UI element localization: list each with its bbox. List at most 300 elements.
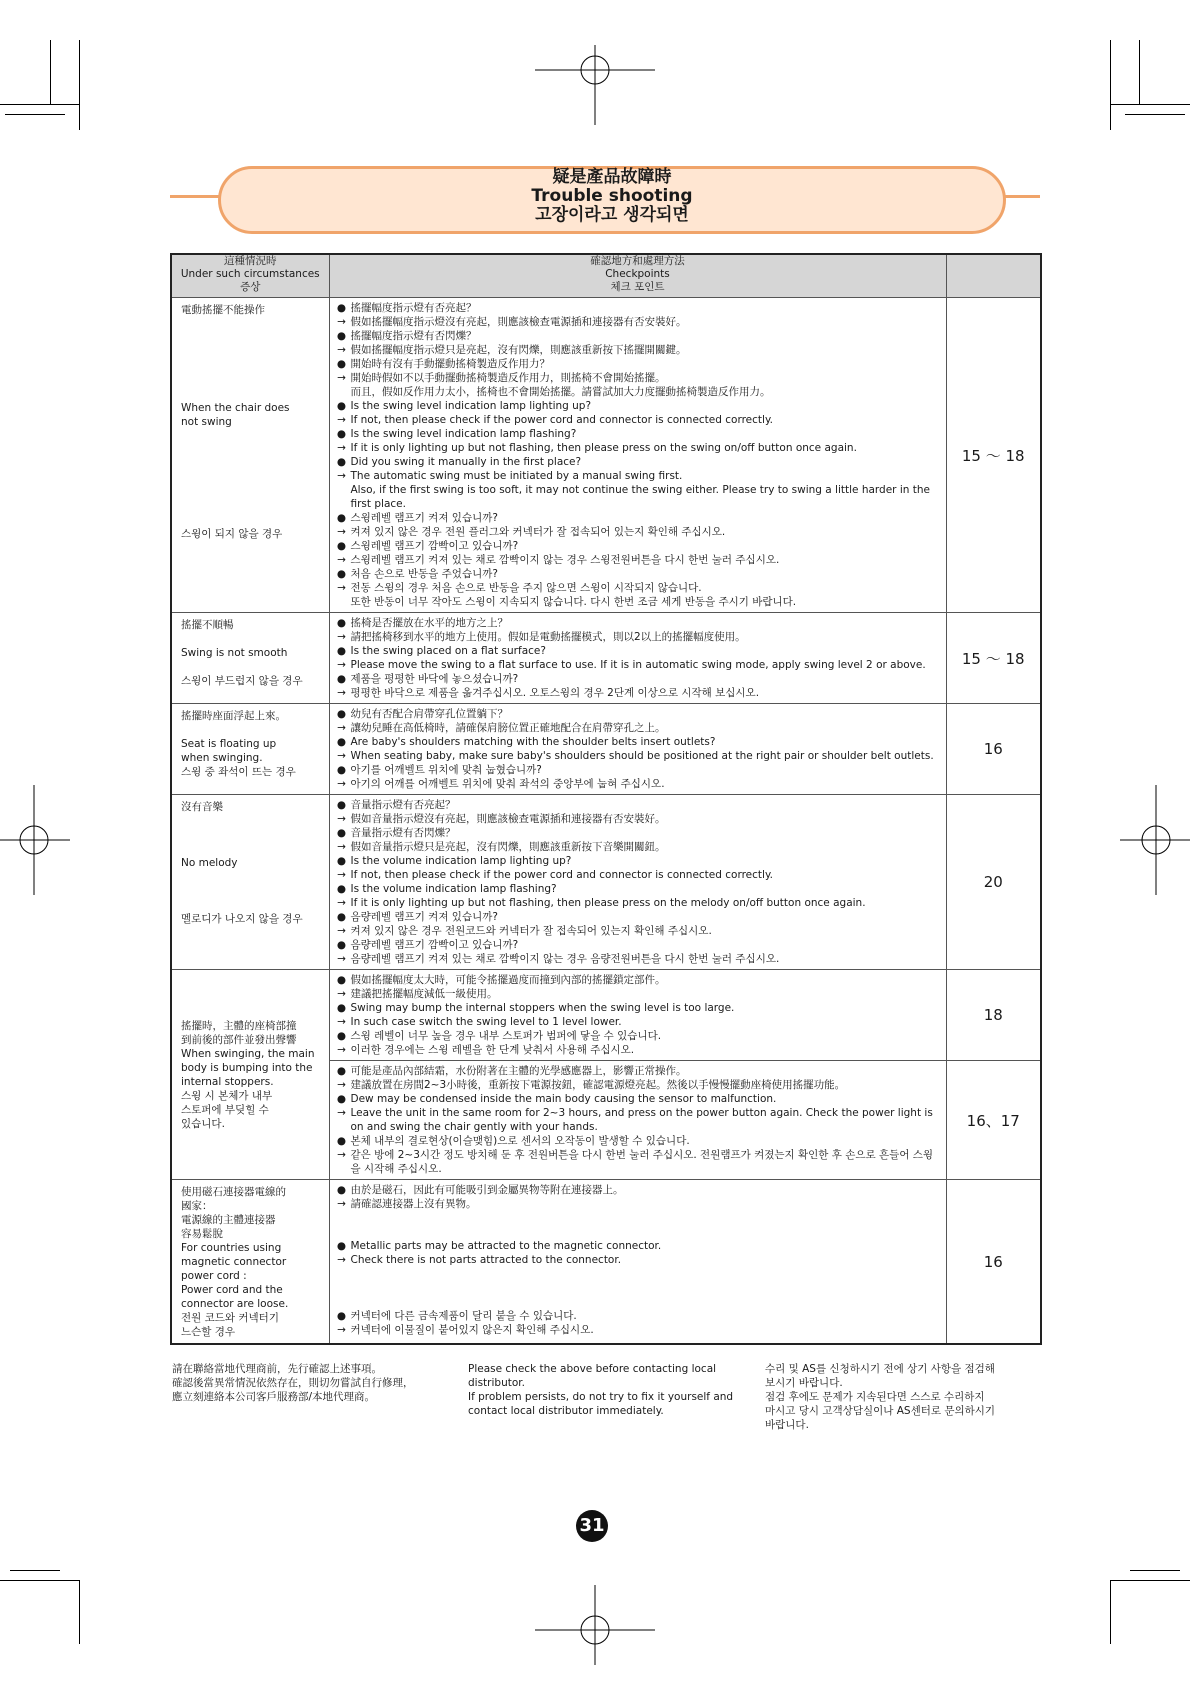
header-checkpoints-zh: 確認地方和處理方法 — [590, 255, 685, 267]
check-text: Is the swing level indication lamp flashing? — [350, 428, 577, 440]
arrow-right-icon: → — [337, 1254, 346, 1266]
check-text: 建議放置在房間2~3小時後，重新按下電源按鈕，確認電源燈亮起。然後以手慢慢擺動座椅使用搖擺功能。 — [350, 1079, 846, 1091]
check-text: 請把搖椅移到水平的地方上使用。假如是電動搖擺模式，則以2以上的搖擺幅度使用。 — [350, 631, 746, 643]
situation-line: 電源線的主體連接器 — [181, 1214, 276, 1226]
check-line — [335, 924, 942, 938]
page-reference: 16 — [946, 1180, 1041, 1345]
check-line — [335, 763, 942, 777]
arrow-right-icon: → — [337, 442, 346, 454]
check-line — [335, 385, 942, 399]
bullet-icon: ● — [336, 302, 347, 314]
check-text: Please move the swing to a flat surface to use. If it is in automatic swing mode, apply swing level 2 or above. — [350, 659, 926, 671]
situation-cell — [171, 298, 329, 613]
situation-line — [181, 387, 325, 401]
check-text: 같은 방에 2~3시간 정도 방치해 둔 후 전원버튼을 다시 한번 눌러 주십시오. 전원램프가 켜졌는지 확인한 후 손으로 흔들어 스윙을 시작해 주십시오. — [350, 1149, 934, 1175]
footer-note-zh: 請在聯絡當地代理商前，先行確認上述事項。 確認後當異常情況依然存在，則切勿嘗試自行修理， 應立刻連絡本公司客戶服務部/本地代理商。 — [172, 1363, 414, 1403]
bullet-icon: ● — [336, 855, 347, 867]
check-line — [335, 1092, 942, 1106]
situation-line: 멜로디가 나오지 않을 경우 — [181, 913, 303, 925]
checkpoints-cell — [329, 970, 946, 1061]
check-text: 搖椅是否擺放在水平的地方之上？ — [350, 617, 508, 629]
check-line — [335, 686, 942, 700]
header-situation-en: Under such circumstances — [180, 268, 320, 280]
check-line — [335, 1015, 942, 1029]
situation-line: 있습니다. — [181, 1118, 225, 1130]
bullet-icon: ● — [336, 827, 347, 839]
arrow-right-icon: → — [337, 1016, 346, 1028]
check-line — [335, 707, 942, 721]
situation-line: Swing is not smooth — [181, 647, 288, 659]
check-text: 스윙레벨 램프기 깜빡이고 있습니까? — [350, 540, 519, 552]
checkpoints-cell — [329, 1180, 946, 1345]
check-line — [335, 1148, 942, 1176]
check-line — [335, 987, 942, 1001]
check-text: 假如音量指示燈沒有亮起，則應該檢查電源插和連接器有否安裝好。 — [350, 813, 666, 825]
check-line — [335, 749, 942, 763]
check-text: Swing may bump the internal stoppers when the swing level is too large. — [350, 1002, 735, 1014]
bullet-icon: ● — [336, 1240, 347, 1252]
situation-line — [181, 429, 325, 443]
situation-line: 스윙 중 좌석이 뜨는 경우 — [181, 766, 296, 778]
check-text: 搖擺幅度指示燈有否亮起？ — [350, 302, 477, 314]
check-text: Are baby's shoulders matching with the shoulder belts insert outlets? — [350, 736, 716, 748]
arrow-right-icon: → — [337, 1079, 346, 1091]
check-line — [335, 329, 942, 343]
header-checkpoints — [329, 254, 946, 298]
situation-line — [181, 443, 325, 457]
check-line — [335, 1078, 942, 1092]
check-line — [335, 812, 942, 826]
check-line — [335, 399, 942, 413]
situation-line: power cord : — [181, 1270, 247, 1282]
situation-line — [181, 359, 325, 373]
situation-line: when swinging. — [181, 752, 263, 764]
check-text: Is the swing level indication lamp lighting up? — [350, 400, 592, 412]
situation-line: 搖擺時座面浮起上來。 — [181, 710, 286, 722]
bullet-icon: ● — [336, 428, 347, 440]
check-line — [335, 1323, 942, 1337]
page-reference: 18 — [946, 970, 1041, 1061]
title-zh: 疑是產品故障時 — [552, 167, 672, 187]
bullet-icon: ● — [336, 1002, 347, 1014]
situation-cell — [171, 613, 329, 704]
arrow-right-icon: → — [337, 897, 346, 909]
check-text: 음량레벨 램프기 켜져 있는 채로 깜빡이지 않는 경우 음량전원버튼을 다시 한번 눌러 주십시오. — [350, 953, 780, 965]
arrow-right-icon: → — [337, 925, 346, 937]
bullet-icon: ● — [336, 883, 347, 895]
situation-line: 스토퍼에 부딪힐 수 — [181, 1104, 269, 1116]
check-line — [335, 371, 942, 385]
arrow-right-icon: → — [337, 470, 346, 482]
situation-line: connector are loose. — [181, 1298, 289, 1310]
bullet-icon: ● — [336, 1030, 347, 1042]
situation-cell — [171, 704, 329, 795]
bullet-icon: ● — [336, 540, 347, 552]
check-text: 커넥터에 다른 금속제품이 달리 붙을 수 있습니다. — [350, 1310, 577, 1322]
crop-mark — [79, 1580, 80, 1644]
check-text: 아기의 어깨를 어깨벨트 위치에 맞춰 좌석의 중앙부에 눕혀 주십시오. — [350, 778, 665, 790]
check-line — [335, 854, 942, 868]
arrow-right-icon: → — [337, 1198, 346, 1210]
check-line — [335, 721, 942, 735]
table-row — [171, 613, 1041, 704]
check-line — [335, 1001, 942, 1015]
arrow-right-icon: → — [337, 841, 346, 853]
check-line — [335, 511, 942, 525]
check-text: 커넥터에 이물질이 붙어있지 않은지 확인해 주십시오. — [350, 1324, 594, 1336]
situation-line: When swinging, the main — [181, 1048, 315, 1060]
title-en: Trouble shooting — [531, 186, 693, 206]
check-text: In such case switch the swing level to 1 level lower. — [350, 1016, 622, 1028]
check-text: Is the volume indication lamp lighting up? — [350, 855, 572, 867]
situation-line — [181, 373, 325, 387]
bullet-icon: ● — [336, 568, 347, 580]
bullet-icon: ● — [336, 974, 347, 986]
check-text: 請確認連接器上沒有異物。 — [350, 1198, 477, 1210]
check-text: 而且，假如反作用力太小，搖椅也不會開始搖擺。請嘗試加大力度擺動搖椅製造反作用力。 — [350, 386, 771, 398]
check-text: 由於是磁石，因此有可能吸引到金屬異物等附在連接器上。 — [350, 1184, 624, 1196]
bullet-icon: ● — [336, 1310, 347, 1322]
check-line — [335, 483, 942, 511]
arrow-right-icon: → — [337, 1044, 346, 1056]
check-text: Dew may be condensed inside the main body causing the sensor to malfunction. — [350, 1093, 777, 1105]
bullet-icon: ● — [336, 764, 347, 776]
situation-line: internal stoppers. — [181, 1076, 274, 1088]
situation-line — [181, 814, 325, 828]
bullet-icon: ● — [336, 358, 347, 370]
bullet-icon: ● — [336, 617, 347, 629]
situation-line — [181, 331, 325, 345]
situation-line — [181, 870, 325, 884]
situation-line — [181, 828, 325, 842]
check-text: 假如搖擺幅度指示燈只是亮起，沒有閃爍，則應該重新按下搖擺開關鍵。 — [350, 344, 687, 356]
check-line — [335, 581, 942, 595]
bullet-icon: ● — [336, 1184, 347, 1196]
situation-line — [181, 513, 325, 527]
check-text: 스윙레벨 램프기 켜져 있는 채로 깜빡이지 않는 경우 스윙전원버튼을 다시 한번 눌러 주십시오. — [350, 554, 780, 566]
footer-note-en: Please check the above before contacting local distributor. If problem persists, do not try to fix it yourself and contact local distributor immediately. — [468, 1363, 734, 1417]
situation-line: 스윙이 부드럽지 않을 경우 — [181, 675, 303, 687]
check-line — [335, 1043, 942, 1057]
check-line — [335, 826, 942, 840]
check-line — [335, 630, 942, 644]
check-text: Check there is not parts attracted to the connector. — [350, 1254, 622, 1266]
check-text: 이러한 경우에는 스윙 레벨을 한 단계 낮춰서 사용해 주십시오. — [350, 1044, 635, 1056]
arrow-right-icon: → — [337, 372, 346, 384]
registration-mark-bottom — [535, 1580, 655, 1670]
check-text: If it is only lighting up but not flashing, then please press on the melody on/off button once again. — [350, 897, 866, 909]
check-line — [335, 1197, 942, 1211]
situation-line: 電動搖擺不能操作 — [181, 304, 265, 316]
check-text: 처음 손으로 반동을 주었습니까? — [350, 568, 498, 580]
table-header — [171, 254, 1041, 298]
situation-line: No melody — [181, 857, 238, 869]
check-line — [335, 1106, 942, 1134]
check-text: 假如音量指示燈只是亮起，沒有閃爍，則應該重新按下音樂開關鈕。 — [350, 841, 666, 853]
check-text: 搖擺幅度指示燈有否閃爍？ — [350, 330, 477, 342]
arrow-right-icon: → — [337, 750, 346, 762]
arrow-right-icon: → — [337, 1149, 346, 1161]
troubleshooting-table — [170, 253, 1042, 1345]
check-line — [335, 567, 942, 581]
situation-line: 沒有音樂 — [181, 801, 223, 813]
crop-mark — [0, 1580, 80, 1581]
check-line — [335, 840, 942, 854]
check-text: When seating baby, make sure baby's shoulders should be positioned at the right pair or shoulder belt outlets. — [350, 750, 934, 762]
check-line — [335, 896, 942, 910]
check-line — [335, 1029, 942, 1043]
check-text: Did you swing it manually in the first place? — [350, 456, 582, 468]
situation-cell — [171, 795, 329, 970]
arrow-right-icon: → — [337, 722, 346, 734]
arrow-right-icon: → — [337, 554, 346, 566]
check-text: 제품을 평평한 바닥에 놓으셨습니까? — [350, 673, 519, 685]
situation-line: 使用磁石連接器電線的 — [181, 1186, 286, 1198]
bullet-icon: ● — [336, 1135, 347, 1147]
check-text: 假如搖擺幅度指示燈沒有亮起，則應該檢查電源插和連接器有否安裝好。 — [350, 316, 687, 328]
check-line — [335, 938, 942, 952]
crop-mark — [0, 104, 80, 105]
check-text: 평평한 바닥으로 제품을 옮겨주십시오. 오토스윙의 경우 2단계 이상으로 시작해 보십시오. — [350, 687, 760, 699]
crop-mark — [10, 1570, 60, 1571]
check-line — [335, 616, 942, 630]
check-line — [335, 1211, 942, 1225]
check-text: The automatic swing must be initiated by a manual swing first. — [350, 470, 683, 482]
check-line — [335, 1064, 942, 1078]
crop-mark — [1139, 40, 1140, 104]
check-line — [335, 777, 942, 791]
check-text: 음량레벨 램프기 켜져 있습니까? — [350, 911, 498, 923]
crop-mark — [50, 40, 51, 104]
check-text: Also, if the first swing is too soft, it may not continue the swing either. Please try to swing a little harder in the first place. — [350, 484, 930, 510]
check-line — [335, 525, 942, 539]
check-line — [335, 315, 942, 329]
situation-line: Seat is floating up — [181, 738, 277, 750]
bullet-icon: ● — [336, 799, 347, 811]
arrow-right-icon: → — [337, 988, 346, 1000]
situation-line — [181, 471, 325, 485]
registration-mark-right — [1120, 785, 1190, 895]
arrow-right-icon: → — [337, 1324, 346, 1336]
check-text: Is the volume indication lamp flashing? — [350, 883, 557, 895]
header-situation-zh: 這種情況時 — [224, 255, 277, 267]
check-text: 또한 반동이 너무 작아도 스윙이 지속되지 않습니다. 다시 한번 조금 세게 반동을 주시기 바랍니다. — [350, 596, 797, 608]
check-line — [335, 1295, 942, 1309]
situation-cell — [171, 970, 329, 1180]
page-reference: 15 ～ 18 — [946, 613, 1041, 704]
situation-line — [181, 898, 325, 912]
situation-line: 到前後的部件並發出聲響 — [181, 1034, 297, 1046]
table-row — [171, 298, 1041, 613]
check-line — [335, 910, 942, 924]
situation-line: magnetic connector — [181, 1256, 287, 1268]
check-text: Metallic parts may be attracted to the magnetic connector. — [350, 1240, 662, 1252]
check-text: 아기를 어깨벨트 위치에 맞춰 눕혔습니까? — [350, 764, 542, 776]
arrow-right-icon: → — [337, 316, 346, 328]
bullet-icon: ● — [336, 911, 347, 923]
check-line — [335, 301, 942, 315]
header-situation-ko: 증상 — [240, 281, 261, 293]
check-line — [335, 1281, 942, 1295]
situation-line: 搖擺時，主體的座椅部撞 — [181, 1020, 297, 1032]
check-text: 음량레벨 램프기 깜빡이고 있습니까? — [350, 939, 519, 951]
check-line — [335, 441, 942, 455]
bullet-icon: ● — [336, 708, 347, 720]
check-text: 스윙 레벨이 너무 높을 경우 내부 스토퍼가 범퍼에 닿을 수 있습니다. — [350, 1030, 662, 1042]
table-row — [171, 795, 1041, 970]
check-line — [335, 1267, 942, 1281]
arrow-right-icon: → — [337, 953, 346, 965]
page-reference: 16 — [946, 704, 1041, 795]
check-line — [335, 973, 942, 987]
bullet-icon: ● — [336, 939, 347, 951]
check-text: 켜져 있지 않은 경우 전원코드와 커넥터가 잘 접속되어 있는지 확인해 주십시오. — [350, 925, 712, 937]
crop-mark — [1110, 40, 1111, 130]
page-reference: 16、17 — [946, 1061, 1041, 1180]
header-checkpoints-en: Checkpoints — [605, 268, 670, 280]
situation-line: 容易鬆脫 — [181, 1228, 223, 1240]
situation-line: When the chair does — [181, 402, 290, 414]
table-row — [171, 704, 1041, 795]
situation-line — [181, 317, 325, 331]
page-reference: 15 ～ 18 — [946, 298, 1041, 613]
check-line — [335, 427, 942, 441]
check-line — [335, 413, 942, 427]
check-line — [335, 343, 942, 357]
crop-mark — [1130, 1570, 1180, 1571]
arrow-right-icon: → — [337, 778, 346, 790]
check-text: 본체 내부의 결로현상(이슬맺힘)으로 센서의 오작동이 발생할 수 있습니다. — [350, 1135, 690, 1147]
arrow-right-icon: → — [337, 582, 346, 594]
check-text: 幼兒有否配合肩帶穿孔位置躺下？ — [350, 708, 508, 720]
checkpoints-cell — [329, 1061, 946, 1180]
check-line — [335, 1239, 942, 1253]
check-line — [335, 952, 942, 966]
checkpoints-cell — [329, 298, 946, 613]
check-line — [335, 798, 942, 812]
situation-line — [181, 723, 325, 737]
page-title — [218, 168, 1006, 225]
check-line — [335, 868, 942, 882]
situation-line — [181, 345, 325, 359]
check-text: 켜져 있지 않은 경우 전원 플러그와 커넥터가 잘 접속되어 있는지 확인해 주십시오. — [350, 526, 726, 538]
arrow-right-icon: → — [337, 687, 346, 699]
bullet-icon: ● — [336, 1065, 347, 1077]
arrow-right-icon: → — [337, 813, 346, 825]
bullet-icon: ● — [336, 456, 347, 468]
check-line — [335, 1183, 942, 1197]
check-text: 可能是產品內部結霜，水份附著在主體的光學感應器上，影響正常操作。 — [350, 1065, 687, 1077]
table-row — [171, 970, 1041, 1061]
header-checkpoints-ko: 체크 포인트 — [610, 281, 665, 293]
check-line — [335, 357, 942, 371]
header-page — [946, 254, 1041, 298]
arrow-right-icon: → — [337, 344, 346, 356]
check-text: 音量指示燈有否閃爍？ — [350, 827, 456, 839]
check-text: 스윙레벨 램프기 켜져 있습니까? — [350, 512, 498, 524]
situation-line — [181, 842, 325, 856]
check-line — [335, 553, 942, 567]
check-line — [335, 735, 942, 749]
header-situation — [171, 254, 329, 298]
crop-mark — [1110, 1580, 1111, 1644]
check-text: If not, then please check if the power cord and connector is connected correctly. — [350, 869, 774, 881]
check-line — [335, 1253, 942, 1267]
bullet-icon: ● — [336, 736, 347, 748]
crop-mark — [5, 114, 65, 115]
situation-line: For countries using — [181, 1242, 282, 1254]
situation-line: 스윙 시 본체가 내부 — [181, 1090, 273, 1102]
situation-line: not swing — [181, 416, 232, 428]
check-text: 전동 스윙의 경우 처음 손으로 반동을 주지 않으면 스윙이 시작되지 않습니다. — [350, 582, 702, 594]
check-line — [335, 672, 942, 686]
arrow-right-icon: → — [337, 526, 346, 538]
check-text: 音量指示燈有否亮起？ — [350, 799, 456, 811]
check-text: If it is only lighting up but not flashing, then please press on the swing on/off button once again. — [350, 442, 857, 454]
bullet-icon: ● — [336, 645, 347, 657]
crop-mark — [1125, 114, 1185, 115]
situation-line — [181, 632, 325, 646]
situation-line: 스윙이 되지 않을 경우 — [181, 528, 283, 540]
bullet-icon: ● — [336, 330, 347, 342]
check-line — [335, 1225, 942, 1239]
situation-line: 전원 코드와 커넥터기 — [181, 1312, 279, 1324]
arrow-right-icon: → — [337, 659, 346, 671]
registration-mark-top — [535, 40, 655, 130]
page-number: 31 — [576, 1510, 608, 1542]
crop-mark — [79, 40, 80, 130]
situation-line: 國家： — [181, 1200, 213, 1212]
check-line — [335, 455, 942, 469]
check-line — [335, 658, 942, 672]
check-text: Is the swing placed on a flat surface? — [350, 645, 546, 657]
page-reference: 20 — [946, 795, 1041, 970]
situation-line — [181, 499, 325, 513]
checkpoints-cell — [329, 795, 946, 970]
situation-line: 느슨할 경우 — [181, 1326, 236, 1338]
check-text: If not, then please check if the power cord and connector is connected correctly. — [350, 414, 774, 426]
title-ko: 고장이라고 생각되면 — [535, 205, 689, 225]
check-line — [335, 539, 942, 553]
situation-line — [181, 660, 325, 674]
situation-line: Power cord and the — [181, 1284, 283, 1296]
situation-line — [181, 884, 325, 898]
situation-cell — [171, 1180, 329, 1345]
check-line — [335, 644, 942, 658]
check-text: 假如搖擺幅度太大時，可能令搖擺過度而撞到內部的搖擺鎖定部件。 — [350, 974, 666, 986]
arrow-right-icon: → — [337, 414, 346, 426]
check-text: 開始時假如不以手動擺動搖椅製造反作用力，則搖椅不會開始搖擺。 — [350, 372, 666, 384]
check-text: 讓幼兒睡在高低椅時，請確保肩膀位置正確地配合在肩帶穿孔之上。 — [350, 722, 666, 734]
registration-mark-left — [0, 785, 70, 895]
check-line — [335, 469, 942, 483]
check-line — [335, 1134, 942, 1148]
situation-line — [181, 457, 325, 471]
bullet-icon: ● — [336, 1093, 347, 1105]
check-line — [335, 882, 942, 896]
check-text: Leave the unit in the same room for 2~3 hours, and press on the power button again. Check the power light is on and swing the chair gently with your hands. — [350, 1107, 933, 1133]
check-text: 建議把搖擺幅度減低一級使用。 — [350, 988, 498, 1000]
bullet-icon: ● — [336, 512, 347, 524]
bullet-icon: ● — [336, 673, 347, 685]
crop-mark — [1110, 1580, 1190, 1581]
check-line — [335, 1309, 942, 1323]
checkpoints-cell — [329, 704, 946, 795]
arrow-right-icon: → — [337, 631, 346, 643]
arrow-right-icon: → — [337, 869, 346, 881]
situation-line — [181, 485, 325, 499]
situation-line: body is bumping into the — [181, 1062, 313, 1074]
